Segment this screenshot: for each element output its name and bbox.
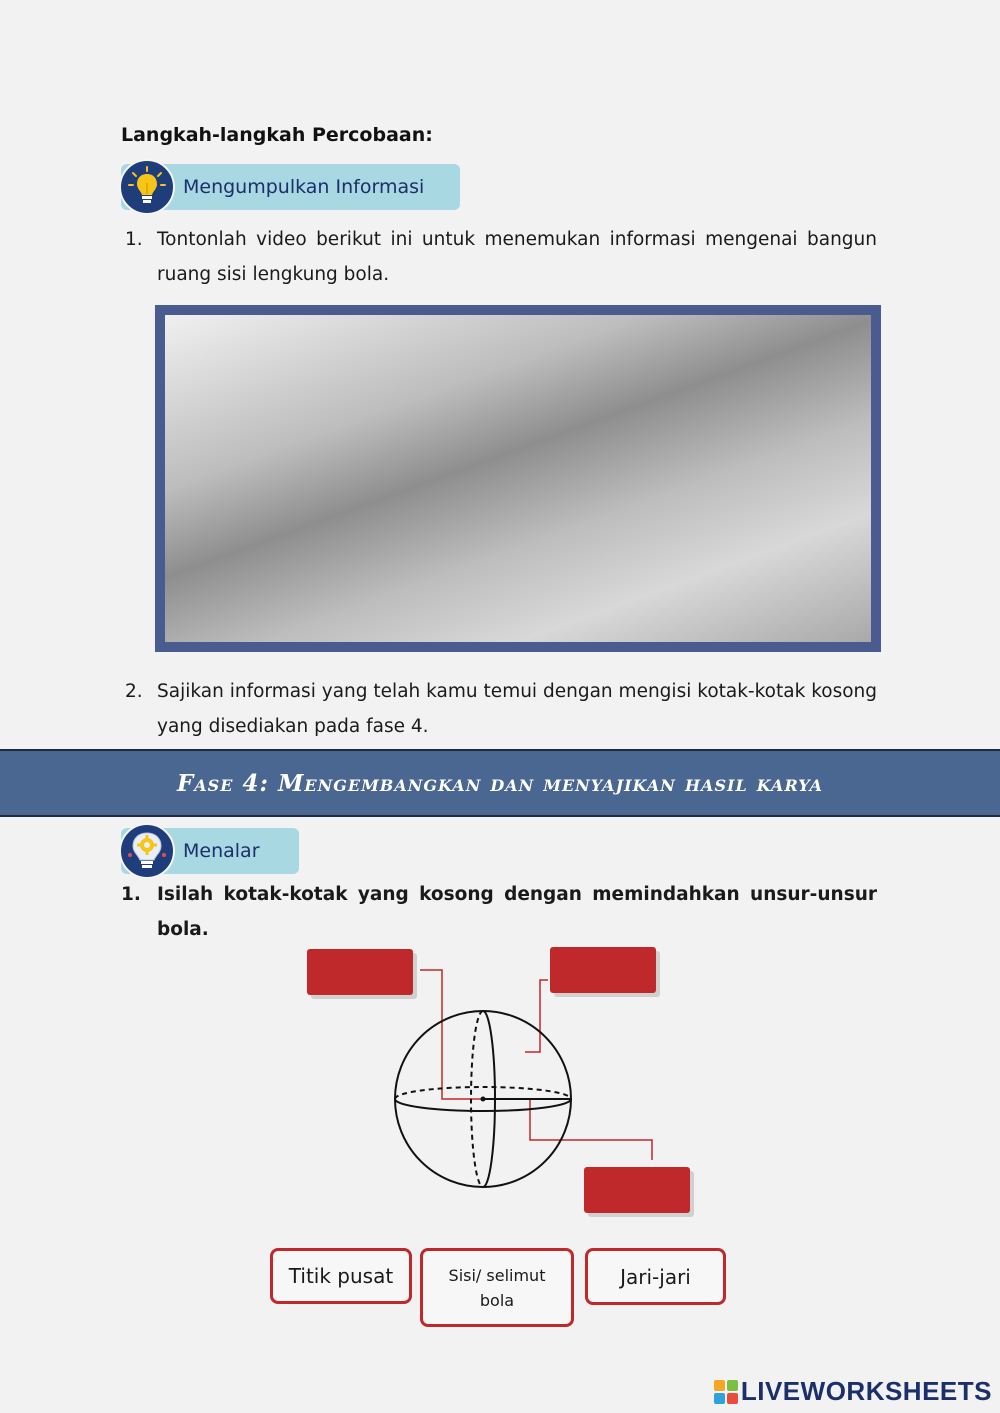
- phase-banner: [0, 749, 1000, 817]
- logo-mark-icon: [714, 1380, 738, 1404]
- step-1-number: 1.: [125, 229, 143, 250]
- task-number: 1.: [121, 884, 141, 905]
- connector-bottom-right: [530, 1099, 652, 1160]
- step-1: [125, 222, 877, 292]
- center-point: [481, 1097, 486, 1102]
- sphere-diagram: [380, 960, 710, 1200]
- option-titik-pusat[interactable]: [270, 1248, 412, 1304]
- drop-box-center[interactable]: [307, 949, 413, 995]
- task-instruction: [121, 877, 877, 947]
- drop-box-radius[interactable]: [584, 1167, 690, 1213]
- step-2-number: 2.: [125, 681, 143, 702]
- section-heading: Langkah-langkah Percobaan:: [121, 124, 433, 146]
- logo-text: LIVEWORKSHEETS: [740, 1376, 992, 1406]
- pill-collect-label: Mengumpulkan Informasi: [183, 176, 425, 198]
- video-player[interactable]: [155, 305, 881, 652]
- brain-gear-icon: [119, 823, 175, 879]
- option-jari-jari-label: Jari-jari: [620, 1264, 691, 1289]
- step-1-text: Tontonlah video berikut ini untuk menemukan informasi mengenai bangun ruang sisi lengkung bola.: [157, 229, 877, 285]
- lightbulb-icon: [119, 159, 175, 215]
- option-jari-jari[interactable]: [585, 1248, 726, 1305]
- option-sisi-label-line1: Sisi/ selimut: [448, 1265, 546, 1285]
- option-titik-pusat-label: Titik pusat: [288, 1264, 394, 1288]
- connector-top-right: [525, 980, 548, 1052]
- option-sisi-selimut[interactable]: [420, 1248, 574, 1327]
- task-text: Isilah kotak-kotak yang kosong dengan memindahkan unsur-unsur bola.: [157, 884, 877, 940]
- pill-reasoning-label: Menalar: [183, 840, 260, 862]
- option-sisi-label-line2: bola: [479, 1290, 515, 1310]
- drop-box-surface[interactable]: [550, 947, 656, 993]
- liveworksheets-logo: [714, 1376, 992, 1407]
- connector-top-left: [420, 970, 483, 1099]
- phase-title: Fase 4: Mengembangkan dan menyajikan hasil karya: [176, 769, 824, 797]
- step-2: [125, 674, 877, 744]
- video-placeholder[interactable]: [165, 315, 871, 642]
- step-2-text: Sajikan informasi yang telah kamu temui dengan mengisi kotak-kotak kosong yang disediakan pada fase 4.: [157, 681, 877, 737]
